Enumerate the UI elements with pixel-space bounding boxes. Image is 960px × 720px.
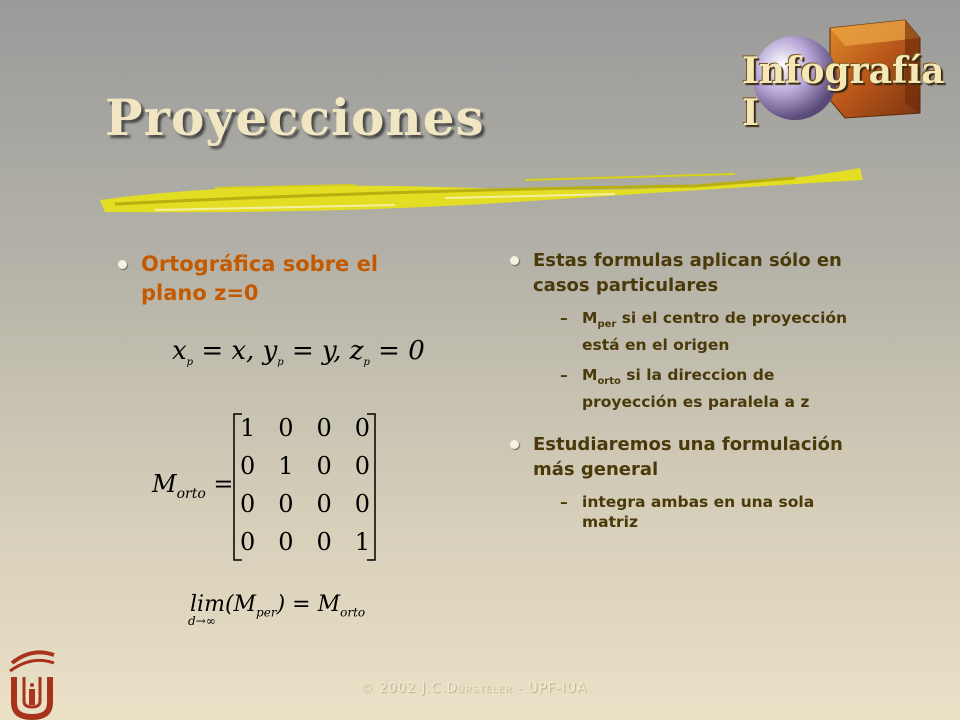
orto-matrix xyxy=(240,414,370,566)
brush-stroke-decoration xyxy=(95,160,865,220)
bullet-formulas xyxy=(510,248,870,298)
upf-logo xyxy=(6,645,58,720)
bullet-text: Estudiaremos una formulación más general xyxy=(533,434,843,481)
left-column xyxy=(118,250,428,308)
limit-equation: lim d→∞ $(M_{per}) = M_{orto}$ xyxy=(188,592,366,628)
matrix-row: 0 0 0 0 xyxy=(240,490,370,518)
bullet-text: Estas formulas aplican sólo en casos particulares xyxy=(533,250,842,296)
sub-bullet-morto: – $M_{orto}$ si la direccion de proyección es paralela a z xyxy=(560,366,810,412)
bullet-ortografica xyxy=(118,250,428,308)
sub-bullet-integra: – integra ambas en una sola matriz xyxy=(560,493,815,532)
logo-text: Infografía I xyxy=(742,50,945,134)
sub-bullet-mper: – $M_{per}$ si el centro de proyección está en el origen xyxy=(560,309,848,355)
slide-title: Proyecciones xyxy=(105,88,485,147)
right-column xyxy=(510,248,870,532)
bullet-estudiaremos xyxy=(510,432,870,482)
matrix-label: $M_{orto}$ = xyxy=(152,470,234,502)
bullet-dot xyxy=(118,260,127,269)
matrix-row: 0 1 0 0 xyxy=(240,452,370,480)
bullet-dot xyxy=(510,256,519,265)
bullet-dot xyxy=(510,440,519,449)
bullet-text: Ortográfica sobre el plano z=0 xyxy=(141,252,379,305)
copyright-footer: © 2002 J.C.Dürsteler - UPF-IUA xyxy=(360,681,587,696)
matrix-row: 0 0 0 1 xyxy=(240,528,370,556)
projection-equation: $x_p = x$, $y_p = y$, $z_p = 0$ xyxy=(172,336,425,369)
matrix-row: 1 0 0 0 xyxy=(240,414,370,442)
